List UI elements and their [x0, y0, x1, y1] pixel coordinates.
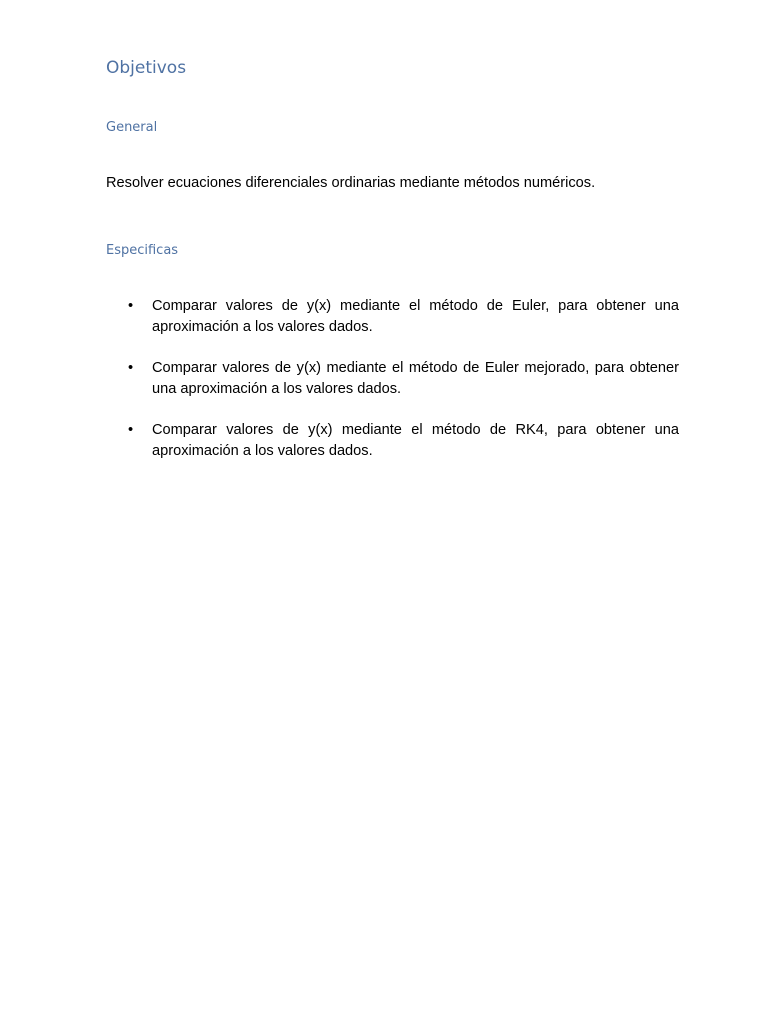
bullet-icon: •	[128, 422, 134, 438]
list-item-text: Comparar valores de y(x) mediante el método de Euler, para obtener una aproximación a los valores dados.	[152, 298, 679, 335]
list-item	[106, 420, 679, 461]
list-item	[106, 358, 679, 399]
general-objective-text: Resolver ecuaciones diferenciales ordinarias mediante métodos numéricos.	[106, 175, 596, 191]
list-item-text: Comparar valores de y(x) mediante el método de Euler mejorado, para obtener una aproximación a los valores dados.	[152, 360, 679, 397]
specific-objectives-list	[106, 296, 679, 482]
section-heading-general: General	[106, 120, 158, 135]
bullet-icon: •	[128, 298, 134, 314]
bullet-icon: •	[128, 360, 134, 376]
list-item	[106, 296, 679, 337]
list-item-text: Comparar valores de y(x) mediante el método de RK4, para obtener una aproximación a los valores dados.	[152, 422, 679, 459]
section-heading-especificas: Especificas	[106, 243, 179, 258]
page-title: Objetivos	[106, 58, 187, 78]
